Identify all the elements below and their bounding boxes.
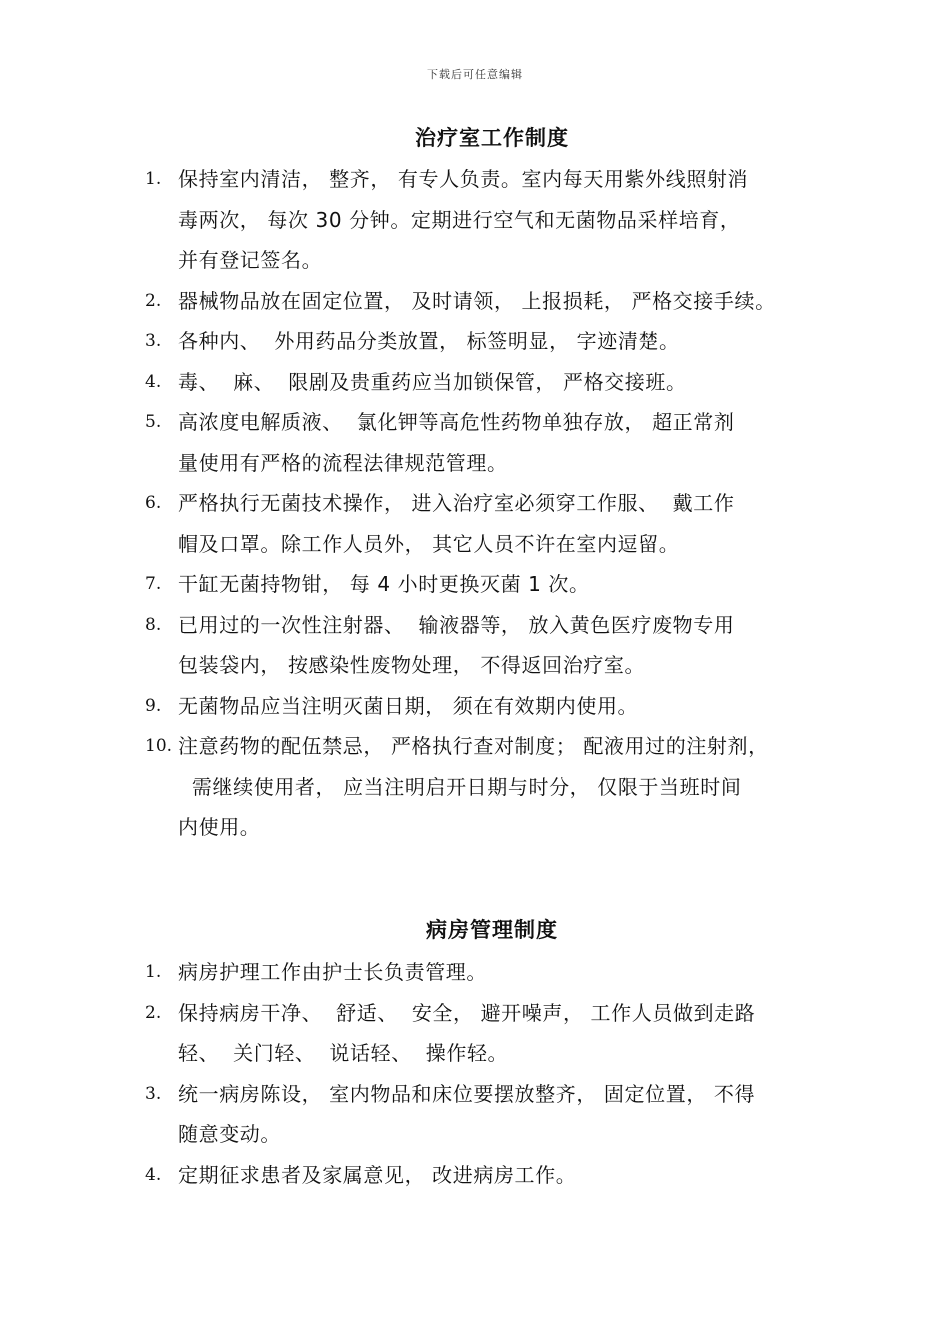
- rule-text-line: 器械物品放在固定位置， 及时请领， 上报损耗， 严格交接手续。: [178, 288, 776, 313]
- rule-item: [0, 321, 814, 362]
- rule-text-line: 注意药物的配伍禁忌， 严格执行查对制度； 配液用过的注射剂，: [178, 734, 769, 758]
- page-header-note: 下载后可任意编辑: [427, 68, 523, 81]
- rule-text-line: 无菌物品应当注明灭菌日期， 须在有效期内使用。: [178, 693, 639, 718]
- rule-number: 7.: [145, 574, 162, 594]
- rule-item: [0, 952, 814, 993]
- rule-text-line: 毒两次， 每次 30 分钟。定期进行空气和无菌物品采样培育，: [178, 207, 741, 232]
- rule-number: 2.: [145, 1002, 162, 1023]
- rule-number: 4.: [145, 1164, 162, 1185]
- rule-text-line: 随意变动。: [178, 1122, 281, 1146]
- rule-text-line: 各种内、 外用药品分类放置， 标签明显， 字迹清楚。: [178, 329, 680, 353]
- rule-item: [0, 1074, 814, 1155]
- rule-number: 9.: [145, 695, 162, 716]
- rule-item: [0, 483, 814, 564]
- rule-text-line: 已用过的一次性注射器、 输液器等， 放入黄色医疗废物专用: [178, 612, 735, 637]
- rule-item: [0, 605, 814, 686]
- rule-item: [0, 362, 814, 403]
- rule-text-line: 保持病房干净、 舒适、 安全， 避开噪声， 工作人员做到走路: [178, 1000, 756, 1025]
- rule-text-line: 帽及口罩。除工作人员外， 其它人员不许在室内逗留。: [178, 531, 680, 556]
- rule-number: 3.: [145, 331, 162, 351]
- rule-number: 1.: [145, 962, 162, 982]
- rule-text-line: 干缸无菌持物钳， 每 4 小时更换灭菌 1 次。: [178, 572, 590, 596]
- rule-item: [0, 564, 814, 605]
- rule-item: [0, 159, 814, 281]
- rule-text-line: 并有登记签名。: [178, 248, 323, 272]
- rule-item: [0, 686, 814, 727]
- rule-text-line: 需继续使用者， 应当注明启开日期与时分， 仅限于当班时间: [178, 774, 742, 799]
- rule-text-line: 毒、 麻、 限剧及贵重药应当加锁保管， 严格交接班。: [178, 369, 687, 394]
- rule-number: 3.: [145, 1083, 162, 1104]
- rule-number: 1.: [145, 169, 162, 189]
- rule-text-line: 高浓度电解质液、 氯化钾等高危性药物单独存放， 超正常剂: [178, 410, 735, 434]
- rule-text-line: 内使用。: [178, 815, 261, 839]
- treatment-room-rules-list: [0, 159, 950, 848]
- rule-item: [0, 726, 814, 848]
- rule-text-line: 量使用有严格的流程法律规范管理。: [178, 450, 508, 475]
- rule-text-line: 统一病房陈设， 室内物品和床位要摆放整齐， 固定位置， 不得: [178, 1081, 756, 1106]
- rule-text-line: 包装袋内， 按感染性废物处理， 不得返回治疗室。: [178, 653, 646, 677]
- rule-item: [0, 281, 814, 322]
- rule-number: 8.: [145, 614, 162, 635]
- rule-text-line: 定期征求患者及家属意见， 改进病房工作。: [178, 1162, 577, 1187]
- rule-text-line: 轻、 关门轻、 说话轻、 操作轻。: [178, 1041, 509, 1065]
- rule-item: [0, 402, 814, 483]
- rule-text-line: 保持室内清洁， 整齐， 有专人负责。室内每天用紫外线照射消: [178, 167, 749, 191]
- rule-text-line: 严格执行无菌技术操作， 进入治疗室必须穿工作服、 戴工作: [178, 491, 735, 515]
- rule-text-line: 病房护理工作由护士长负责管理。: [178, 960, 487, 984]
- rule-item: [0, 993, 814, 1074]
- section-title-treatment-room: 治疗室工作制度: [415, 126, 569, 150]
- ward-management-rules-list: [0, 952, 950, 1195]
- section-title-ward-management: 病房管理制度: [426, 918, 558, 942]
- rule-number: 6.: [145, 493, 162, 513]
- rule-item: [0, 1155, 814, 1196]
- rule-number: 2.: [145, 290, 162, 311]
- rule-number: 5.: [145, 412, 162, 432]
- rule-number: 4.: [145, 371, 162, 392]
- rule-number: 10.: [145, 736, 173, 756]
